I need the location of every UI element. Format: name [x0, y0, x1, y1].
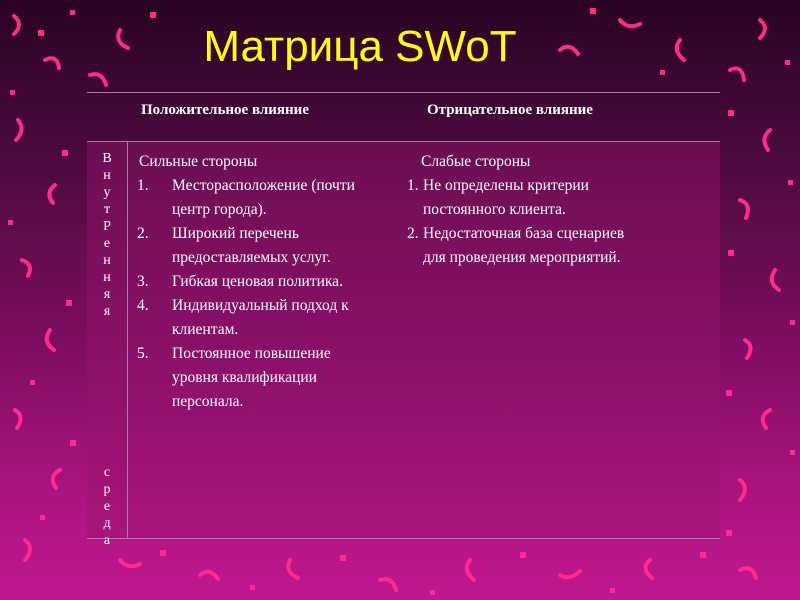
row-label-word-internal [87, 150, 127, 320]
row-label-letter: д [103, 516, 111, 531]
row-label-letter: е [103, 236, 111, 251]
list-item-line: персонала. [172, 393, 244, 410]
list-item [127, 342, 419, 414]
list-item [409, 174, 720, 222]
row-label-letter: Р [103, 219, 111, 234]
list-item-line: постоянного клиента. [423, 201, 566, 218]
list-item-line: клиентам. [172, 321, 239, 338]
row-label-letter: р [103, 482, 111, 497]
list-item [127, 294, 419, 342]
row-label-letter: е [103, 499, 111, 514]
strengths-title: Сильные стороны [139, 153, 258, 170]
list-item-line: уровня квалификации [172, 369, 317, 386]
list-item-number: 1. [137, 177, 149, 194]
list-item [127, 222, 419, 270]
list-item-line: Широкий перечень [172, 225, 299, 242]
list-item-line: для проведения мероприятий. [423, 249, 621, 266]
row-label-word-environment [87, 464, 127, 549]
list-item-line: Гибкая ценовая политика. [172, 273, 343, 290]
list-item-line: Индивидуальный подход к [172, 297, 349, 314]
list-item-line: Постоянное повышение [172, 345, 331, 362]
list-item-number: 5. [137, 345, 149, 362]
header-positive-impact: Положительное влияние [141, 102, 309, 118]
row-label-letter: н [103, 168, 111, 183]
page-title: Матрица SWoT [203, 22, 517, 71]
list-item-line: Месторасположение (почти [172, 177, 355, 194]
weaknesses-list [409, 174, 720, 270]
row-label-letter: н [103, 270, 111, 285]
row-label-letter: я [103, 304, 111, 319]
strengths-column [127, 150, 419, 414]
row-label-letter: В [102, 151, 112, 166]
swot-table [87, 92, 720, 548]
weaknesses-column [409, 150, 720, 270]
table-body [87, 142, 720, 548]
list-item-number: 4. [137, 297, 149, 314]
row-label-letter: а [103, 533, 111, 548]
list-item-number: 1. [407, 177, 419, 194]
list-item-number: 3. [137, 273, 149, 290]
row-label-letter: с [103, 465, 111, 480]
weaknesses-title: Слабые стороны [421, 153, 531, 170]
header-negative-impact: Отрицательное влияние [427, 102, 593, 118]
list-item-number: 2. [137, 225, 149, 242]
row-label-letter: т [103, 202, 111, 217]
row-label-internal-environment [87, 142, 128, 548]
list-item [127, 174, 419, 222]
list-item-line: Недостаточная база сценариев [423, 225, 625, 242]
list-item [409, 222, 720, 270]
list-item-line: Не определены критерии [423, 177, 589, 194]
row-label-letter: у [103, 185, 111, 200]
row-label-letter: я [103, 287, 111, 302]
list-item [127, 270, 419, 294]
row-label-letter: н [103, 253, 111, 268]
table-header [87, 93, 720, 142]
list-item-line: центр города). [172, 201, 267, 218]
list-item-number: 2. [407, 225, 419, 242]
strengths-list [127, 174, 419, 414]
list-item-line: предоставляемых услуг. [172, 249, 331, 266]
